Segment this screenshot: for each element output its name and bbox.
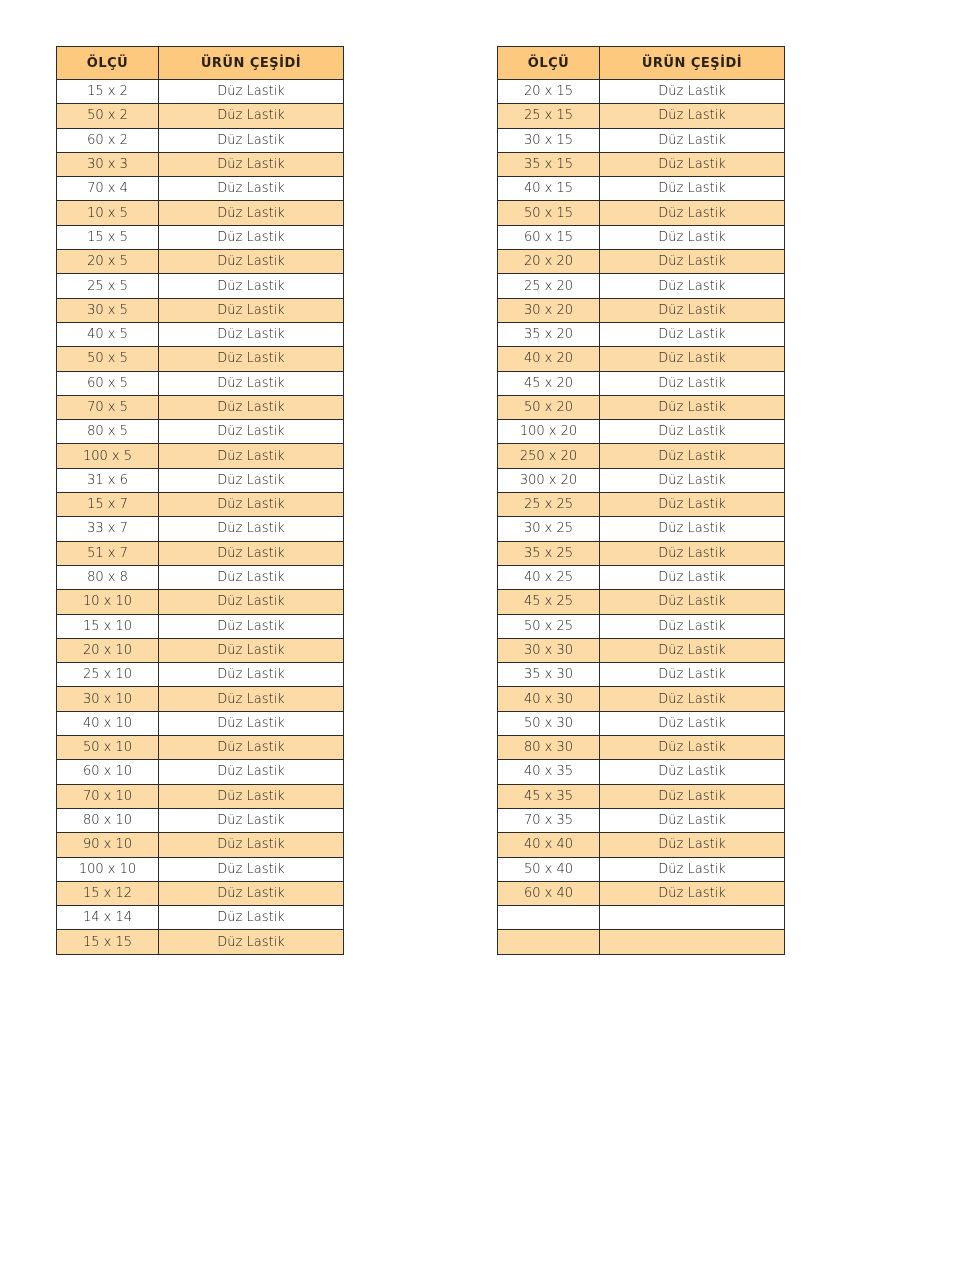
table-row [57,881,344,905]
size-cell: 70 x 4 [57,177,159,201]
table-row [498,225,785,249]
size-cell: 31 x 6 [57,468,159,492]
size-cell: 30 x 10 [57,687,159,711]
table-row [498,177,785,201]
size-cell: 60 x 10 [57,760,159,784]
table-row [57,347,344,371]
table-row [57,152,344,176]
product-type-cell: Düz Lastik [600,857,785,881]
product-type-cell: Düz Lastik [600,225,785,249]
size-cell: 35 x 25 [498,541,600,565]
product-type-cell: Düz Lastik [600,104,785,128]
product-type-cell: Düz Lastik [600,444,785,468]
size-cell: 80 x 8 [57,565,159,589]
size-cell: 100 x 10 [57,857,159,881]
table-row [57,736,344,760]
size-cell: 50 x 20 [498,395,600,419]
product-type-cell: Düz Lastik [600,322,785,346]
table-row [57,322,344,346]
size-cell: 70 x 10 [57,784,159,808]
product-type-cell: Düz Lastik [159,687,344,711]
product-type-cell: Düz Lastik [159,444,344,468]
product-type-cell: Düz Lastik [600,833,785,857]
product-type-cell: Düz Lastik [600,177,785,201]
product-type-cell: Düz Lastik [159,614,344,638]
size-cell: 25 x 5 [57,274,159,298]
product-type-cell: Düz Lastik [159,565,344,589]
product-type-cell: Düz Lastik [159,420,344,444]
table-row [57,225,344,249]
table-row [57,614,344,638]
size-cell: 70 x 35 [498,808,600,832]
table-row [498,590,785,614]
product-type-cell: Düz Lastik [600,687,785,711]
table-row [498,80,785,104]
size-cell: 50 x 5 [57,347,159,371]
size-cell: 300 x 20 [498,468,600,492]
size-cell: 20 x 15 [498,80,600,104]
size-cell: 30 x 25 [498,517,600,541]
product-type-cell: Düz Lastik [600,541,785,565]
table-header-row [498,47,785,80]
table-row [498,420,785,444]
table-row [498,906,785,930]
table-row [498,298,785,322]
column-header-size: ÖLÇÜ [498,47,600,80]
size-cell: 70 x 5 [57,395,159,419]
size-cell: 15 x 12 [57,881,159,905]
product-type-cell: Düz Lastik [159,298,344,322]
product-type-cell: Düz Lastik [600,395,785,419]
product-type-cell: Düz Lastik [159,541,344,565]
table-row [57,201,344,225]
table-row [57,517,344,541]
size-table-right [497,46,785,955]
product-type-cell: Düz Lastik [159,881,344,905]
product-type-cell: Düz Lastik [159,857,344,881]
size-cell: 30 x 3 [57,152,159,176]
size-cell: 10 x 5 [57,201,159,225]
size-cell: 30 x 5 [57,298,159,322]
product-type-cell: Düz Lastik [600,152,785,176]
size-cell: 40 x 35 [498,760,600,784]
table-row [498,881,785,905]
size-cell: 35 x 20 [498,322,600,346]
product-type-cell: Düz Lastik [600,711,785,735]
table-row [498,833,785,857]
table-row [57,104,344,128]
size-cell: 15 x 15 [57,930,159,954]
size-cell: 15 x 7 [57,493,159,517]
product-type-cell [600,906,785,930]
column-header-size: ÖLÇÜ [57,47,159,80]
size-cell: 14 x 14 [57,906,159,930]
table-row [57,565,344,589]
size-cell: 20 x 10 [57,638,159,662]
size-cell: 25 x 20 [498,274,600,298]
product-type-cell: Düz Lastik [159,736,344,760]
size-cell: 60 x 15 [498,225,600,249]
table-row [498,614,785,638]
size-table-left [56,46,344,955]
size-cell: 10 x 10 [57,590,159,614]
table-row [57,906,344,930]
table-row [57,784,344,808]
size-cell: 60 x 2 [57,128,159,152]
table-row [498,322,785,346]
table-row [498,736,785,760]
size-cell: 45 x 35 [498,784,600,808]
size-cell: 40 x 30 [498,687,600,711]
product-type-cell: Düz Lastik [159,638,344,662]
product-type-cell: Düz Lastik [159,493,344,517]
table-row [498,760,785,784]
size-cell: 30 x 15 [498,128,600,152]
table-row [57,177,344,201]
table-row [498,468,785,492]
product-type-cell: Düz Lastik [600,638,785,662]
size-cell: 33 x 7 [57,517,159,541]
product-type-cell: Düz Lastik [159,152,344,176]
product-type-cell: Düz Lastik [600,493,785,517]
size-cell [498,906,600,930]
product-type-cell: Düz Lastik [159,347,344,371]
table-row [57,444,344,468]
product-type-cell: Düz Lastik [600,468,785,492]
product-type-cell: Düz Lastik [600,590,785,614]
size-cell: 50 x 25 [498,614,600,638]
table-row [57,128,344,152]
size-cell: 40 x 20 [498,347,600,371]
size-cell: 90 x 10 [57,833,159,857]
product-type-cell: Düz Lastik [159,250,344,274]
product-type-cell: Düz Lastik [600,663,785,687]
product-type-cell: Düz Lastik [600,808,785,832]
table-row [498,347,785,371]
product-type-cell: Düz Lastik [600,274,785,298]
table-row [498,663,785,687]
table-row [498,152,785,176]
table-row [57,395,344,419]
size-cell: 15 x 2 [57,80,159,104]
table-row [57,250,344,274]
size-cell: 50 x 30 [498,711,600,735]
size-cell: 15 x 10 [57,614,159,638]
product-type-cell: Düz Lastik [159,808,344,832]
table-row [57,687,344,711]
product-type-cell: Düz Lastik [159,128,344,152]
product-type-cell: Düz Lastik [159,784,344,808]
table-header-row [57,47,344,80]
product-type-cell: Düz Lastik [159,274,344,298]
size-cell: 60 x 5 [57,371,159,395]
product-type-cell: Düz Lastik [600,250,785,274]
table-row [57,833,344,857]
product-type-cell: Düz Lastik [600,614,785,638]
size-cell: 50 x 15 [498,201,600,225]
product-type-cell: Düz Lastik [600,420,785,444]
table-row [498,250,785,274]
table-row [57,371,344,395]
product-type-cell: Düz Lastik [159,906,344,930]
size-cell: 51 x 7 [57,541,159,565]
size-cell: 25 x 15 [498,104,600,128]
size-cell: 45 x 25 [498,590,600,614]
product-type-cell: Düz Lastik [600,881,785,905]
size-cell: 50 x 10 [57,736,159,760]
size-cell: 50 x 40 [498,857,600,881]
size-cell: 80 x 30 [498,736,600,760]
column-header-product-type: ÜRÜN ÇEŞİDİ [159,47,344,80]
table-row [57,590,344,614]
table-row [57,760,344,784]
size-cell: 40 x 5 [57,322,159,346]
table-row [57,493,344,517]
size-cell: 50 x 2 [57,104,159,128]
table-row [498,395,785,419]
size-cell: 100 x 5 [57,444,159,468]
size-cell: 100 x 20 [498,420,600,444]
product-type-cell [600,930,785,954]
size-cell: 60 x 40 [498,881,600,905]
size-cell: 25 x 25 [498,493,600,517]
size-cell: 15 x 5 [57,225,159,249]
table-row [498,201,785,225]
table-row [57,711,344,735]
size-cell: 45 x 20 [498,371,600,395]
table-row [57,638,344,662]
size-cell: 40 x 40 [498,833,600,857]
size-cell: 35 x 30 [498,663,600,687]
product-type-cell: Düz Lastik [159,225,344,249]
product-type-cell: Düz Lastik [159,395,344,419]
size-cell [498,930,600,954]
table-row [498,711,785,735]
table-row [57,468,344,492]
product-type-cell: Düz Lastik [600,371,785,395]
product-type-cell: Düz Lastik [159,930,344,954]
product-type-cell: Düz Lastik [159,663,344,687]
size-cell: 30 x 20 [498,298,600,322]
size-cell: 30 x 30 [498,638,600,662]
table-row [57,298,344,322]
table-row [57,420,344,444]
product-type-cell: Düz Lastik [600,517,785,541]
table-row [57,808,344,832]
product-type-cell: Düz Lastik [159,201,344,225]
table-row [498,274,785,298]
table-row [498,371,785,395]
table-row [498,808,785,832]
product-type-cell: Düz Lastik [600,80,785,104]
table-row [498,687,785,711]
product-type-cell: Düz Lastik [159,322,344,346]
table-row [498,517,785,541]
table-row [498,857,785,881]
product-type-cell: Düz Lastik [159,760,344,784]
size-cell: 80 x 5 [57,420,159,444]
product-type-cell: Düz Lastik [600,760,785,784]
product-type-cell: Düz Lastik [159,711,344,735]
size-cell: 35 x 15 [498,152,600,176]
size-cell: 250 x 20 [498,444,600,468]
product-type-cell: Düz Lastik [600,565,785,589]
table-row [57,663,344,687]
table-row [57,930,344,954]
size-cell: 40 x 15 [498,177,600,201]
product-type-cell: Düz Lastik [159,833,344,857]
table-row [57,541,344,565]
table-row [498,541,785,565]
size-cell: 80 x 10 [57,808,159,832]
product-type-cell: Düz Lastik [159,371,344,395]
size-cell: 40 x 10 [57,711,159,735]
table-row [498,444,785,468]
column-header-product-type: ÜRÜN ÇEŞİDİ [600,47,785,80]
table-row [498,784,785,808]
size-cell: 40 x 25 [498,565,600,589]
product-type-cell: Düz Lastik [600,347,785,371]
product-type-cell: Düz Lastik [600,736,785,760]
table-row [498,565,785,589]
table-row [57,857,344,881]
product-type-cell: Düz Lastik [600,201,785,225]
product-type-cell: Düz Lastik [159,177,344,201]
product-type-cell: Düz Lastik [600,128,785,152]
table-row [498,638,785,662]
product-type-cell: Düz Lastik [159,80,344,104]
product-type-cell: Düz Lastik [159,104,344,128]
product-type-cell: Düz Lastik [159,517,344,541]
product-type-cell: Düz Lastik [600,784,785,808]
size-cell: 20 x 20 [498,250,600,274]
table-row [498,930,785,954]
table-row [57,274,344,298]
table-row [498,104,785,128]
product-type-cell: Düz Lastik [600,298,785,322]
table-row [57,80,344,104]
product-type-cell: Düz Lastik [159,468,344,492]
table-row [498,493,785,517]
table-row [498,128,785,152]
size-cell: 25 x 10 [57,663,159,687]
product-type-cell: Düz Lastik [159,590,344,614]
size-cell: 20 x 5 [57,250,159,274]
